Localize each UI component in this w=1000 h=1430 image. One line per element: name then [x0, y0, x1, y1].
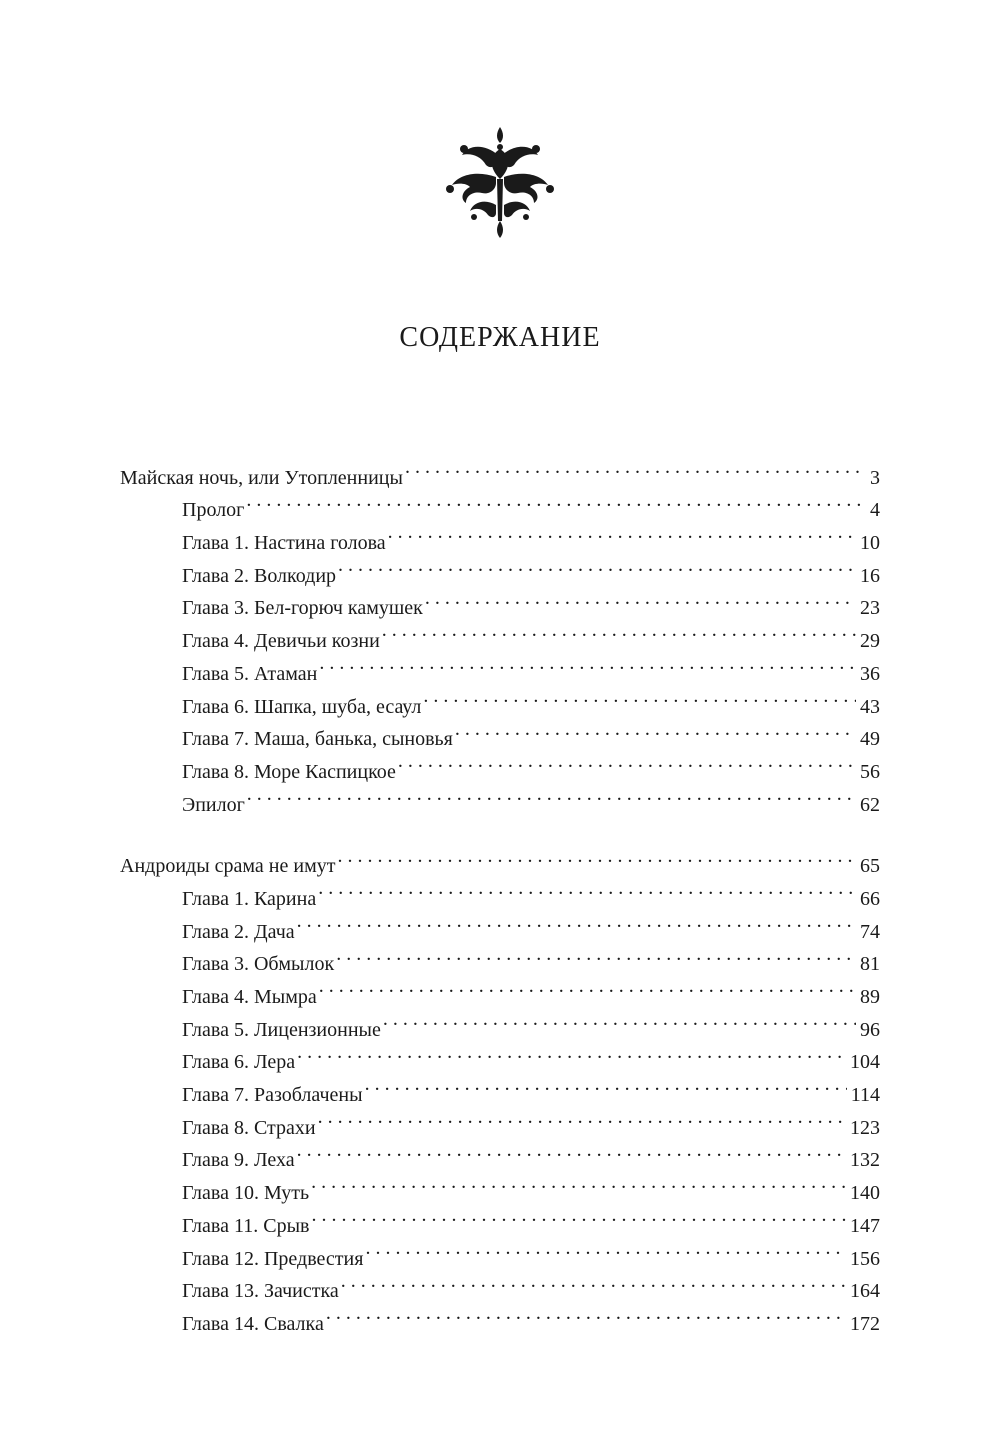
toc-chapter-title: Глава 3. Обмылок — [182, 953, 335, 976]
toc-page-number: 114 — [850, 1084, 880, 1107]
toc-chapter-title: Глава 4. Мымра — [182, 986, 317, 1008]
dot-leader — [246, 484, 866, 517]
page-title: СОДЕРЖАНИЕ — [399, 322, 601, 353]
toc-page-number: 96 — [860, 1018, 880, 1041]
toc-section-entry[interactable] — [120, 840, 880, 878]
toc-page-number: 104 — [850, 1051, 880, 1074]
toc-page-number: 156 — [850, 1247, 880, 1270]
toc-page-number: 43 — [860, 695, 880, 718]
toc-page-number: 74 — [860, 920, 880, 943]
toc-chapter-title: Глава 12. Предвестия — [182, 1247, 364, 1270]
toc-page-number: 65 — [860, 855, 880, 878]
dot-leader — [405, 451, 866, 484]
dot-leader — [365, 1068, 847, 1101]
dot-leader — [336, 938, 856, 971]
toc-section — [120, 451, 880, 816]
toc-section-title: Андроиды срама не имут — [120, 855, 336, 878]
dot-leader — [297, 1036, 846, 1069]
toc-chapter-title: Глава 7. Маша, банька, сыновья — [182, 728, 453, 751]
toc-chapter-title: Глава 1. Настина голова — [182, 532, 386, 555]
toc-page-number: 66 — [860, 887, 880, 910]
dot-leader — [455, 713, 856, 746]
toc-chapter-title: Глава 13. Зачистка — [182, 1280, 339, 1303]
toc-page-number: 132 — [850, 1149, 880, 1172]
dot-leader — [337, 840, 856, 873]
toc-page-number: 23 — [860, 597, 880, 620]
toc-page-number: 89 — [860, 986, 880, 1008]
dot-leader — [326, 1297, 846, 1330]
toc-page-number: 62 — [860, 793, 880, 816]
toc-chapter-title: Глава 3. Бел-горюч камушек — [182, 597, 423, 620]
toc-chapter-title: Глава 7. Разоблачены — [182, 1084, 363, 1107]
toc-chapter-title: Глава 10. Муть — [182, 1182, 310, 1205]
toc-page-number: 16 — [860, 564, 880, 587]
toc-chapter-title: Глава 9. Леха — [182, 1149, 295, 1172]
dot-leader — [311, 1166, 846, 1199]
dot-leader — [319, 970, 856, 1003]
dot-leader — [423, 680, 856, 713]
toc-page-number: 36 — [860, 662, 880, 685]
toc-page-number: 10 — [860, 532, 880, 555]
dot-leader — [338, 549, 856, 582]
toc-page-number: 29 — [860, 630, 880, 653]
toc-chapter-title: Эпилог — [182, 793, 245, 816]
toc-section-entry[interactable] — [120, 451, 880, 489]
toc-page-number: 49 — [860, 728, 880, 751]
dot-leader — [319, 647, 856, 680]
toc-chapter-title: Глава 5. Лицензионные — [182, 1018, 381, 1041]
dot-leader — [311, 1199, 846, 1232]
toc-page-number: 172 — [850, 1312, 880, 1335]
toc-chapter-title: Глава 1. Карина — [182, 887, 317, 910]
toc-page-number: 56 — [860, 760, 880, 783]
dot-leader — [297, 1134, 846, 1167]
toc-chapter-title: Глава 11. Срыв — [182, 1214, 310, 1237]
toc-page-number: 3 — [870, 466, 880, 489]
dot-leader — [297, 905, 856, 938]
toc-page-number: 164 — [850, 1280, 880, 1303]
dot-leader — [341, 1265, 846, 1298]
toc-chapter-title: Глава 14. Свалка — [182, 1312, 324, 1335]
toc-page-number: 81 — [860, 953, 880, 976]
toc-page-number: 140 — [850, 1182, 880, 1205]
toc-chapter-title: Глава 8. Страхи — [182, 1116, 316, 1139]
dot-leader — [365, 1232, 846, 1265]
toc-chapter-title: Глава 8. Море Каспицкое — [182, 760, 396, 783]
toc-section-title: Майская ночь, или Утопленницы — [120, 466, 403, 489]
toc-page-number: 4 — [870, 499, 880, 522]
dot-leader — [398, 745, 856, 778]
dot-leader — [318, 872, 856, 905]
toc-chapter-title: Пролог — [182, 499, 245, 522]
toc-page-number: 147 — [850, 1214, 880, 1237]
table-of-contents — [120, 451, 880, 1335]
dot-leader — [247, 778, 856, 811]
dot-leader — [318, 1101, 846, 1134]
toc-chapter-title: Глава 6. Шапка, шуба, есаул — [182, 695, 422, 718]
toc-chapter-title: Глава 5. Атаман — [182, 662, 318, 685]
toc-page-number: 123 — [850, 1116, 880, 1139]
dot-leader — [382, 614, 856, 647]
toc-section — [120, 840, 880, 1335]
floral-ornament-icon — [440, 125, 560, 240]
toc-chapter-title: Глава 2. Волкодир — [182, 564, 337, 587]
dot-leader — [388, 516, 856, 549]
dot-leader — [383, 1003, 856, 1036]
toc-chapter-title: Глава 2. Дача — [182, 920, 295, 943]
dot-leader — [425, 582, 856, 615]
toc-chapter-title: Глава 4. Девичьи козни — [182, 630, 380, 653]
toc-chapter-title: Глава 6. Лера — [182, 1051, 296, 1074]
